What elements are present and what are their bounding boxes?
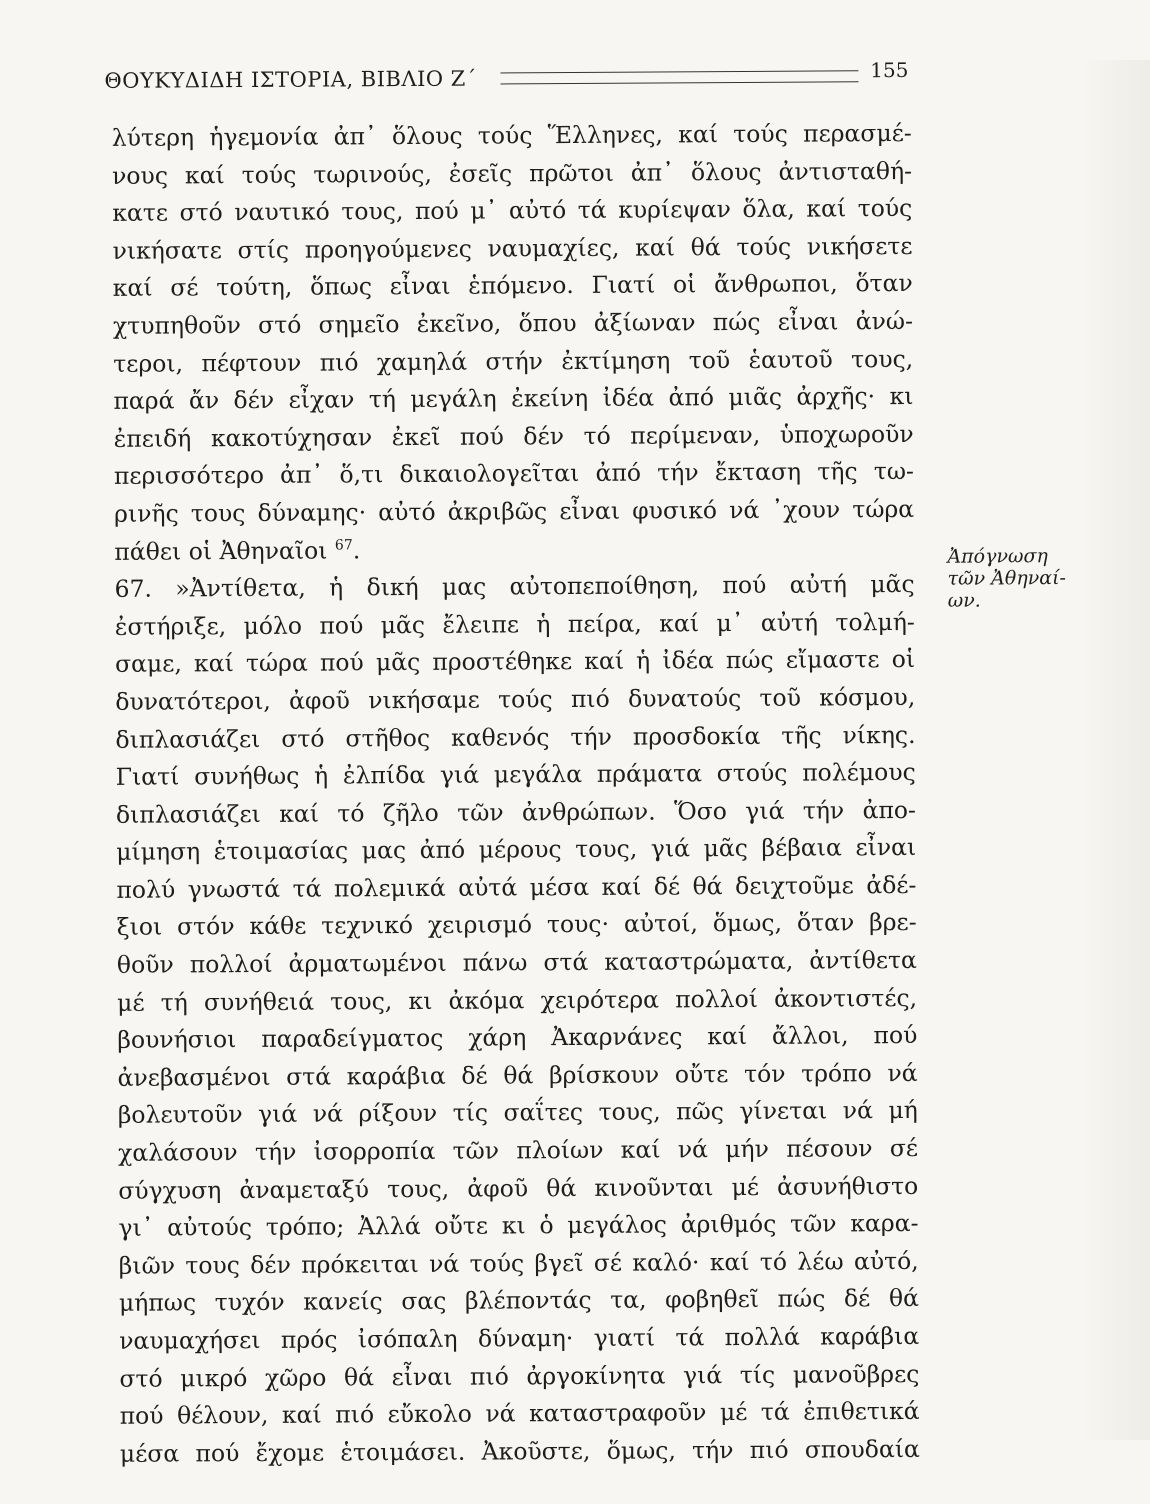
text-line: τεροι, πέφτουν πιό χαμηλά στήν ἐκτίμηση τοῦ ἑαυτοῦ τους, xyxy=(113,344,914,378)
body-text xyxy=(112,115,920,1473)
text-line: δυνατότεροι, ἀφοῦ νικήσαμε τούς πιό δυνατούς τοῦ κόσμου, xyxy=(115,682,916,716)
text-line: ναυμαχήσει πρός ἰσόπαλη δύναμη· γιατί τά πολλά καράβια xyxy=(119,1321,920,1355)
text-line: βουνήσιοι παραδείγματος χάρη Ἀκαρνάνες καί ἄλλοι, πού xyxy=(117,1021,918,1055)
text-line: ἐστήριξε, μόλο πού μᾶς ἔλειπε ἡ πείρα, καί μ᾽ αὐτή τολμή- xyxy=(114,607,915,641)
text-line: περισσότερο ἀπ᾽ ὅ,τι δικαιολογεῖται ἀπό τήν ἔκταση τῆς τω- xyxy=(113,457,914,491)
text-line: γι᾽ αὐτούς τρόπο; Ἀλλά οὔτε κι ὁ μεγάλος ἀριθμός τῶν καρα- xyxy=(118,1209,919,1243)
paragraph-end-line xyxy=(114,528,914,570)
chapter-start-line: 67. »Ἀντίθετα, ἡ δική μας αὐτοπεποίθηση, πού αὐτή μᾶς xyxy=(114,570,915,603)
text-line: καί σέ τούτη, ὅπως εἶναι ἑπόμενο. Γιατί οἱ ἄνθρωποι, ὅταν xyxy=(112,269,913,303)
text-line: μέ τή συνήθειά τους, κι ἀκόμα χειρότερα πολλοί ἀκοντιστές, xyxy=(117,983,918,1017)
margin-note xyxy=(947,545,1077,612)
text-line: Γιατί συνήθως ἡ ἐλπίδα γιά μεγάλα πράματα στούς πολέμους xyxy=(115,758,916,791)
text-line: θοῦν πολλοί ἀρματωμένοι πάνω στά καταστρώματα, ἀντίθετα xyxy=(116,945,917,979)
footnote-reference: 67 xyxy=(334,536,353,554)
text-line: μίμηση ἑτοιμασίας μας ἀπό μέρους τους, γιά μᾶς βέβαια εἶναι xyxy=(116,833,917,867)
text-line: σαμε, καί τώρα πού μᾶς προστέθηκε καί ἡ ἰδέα πώς εἴμαστε οἱ xyxy=(114,645,916,679)
footnote-suffix: . xyxy=(352,535,361,564)
text-line: διπλασιάζει καί τό ζῆλο τῶν ἀνθρώπων. Ὅσο γιά τήν ἀπο- xyxy=(115,795,917,829)
text-line: ξιοι στόν κάθε τεχνικό χειρισμό τους· αὐτοί, ὅμως, ὅταν βρε- xyxy=(116,908,917,942)
text-line: ρινῆς τους δύναμης· αὐτό ἀκριβῶς εἶναι φυσικό νά ᾽χουν τώρα xyxy=(114,494,915,528)
header-title: ΘΟΥΚΥΔΙΔΗ ΙΣΤΟΡΙΑ, ΒΙΒΛΙΟ Ζ΄ xyxy=(104,66,477,93)
page-edge-shadow xyxy=(1080,60,1150,1440)
text-line: μέσα πού ἔχομε ἑτοιμάσει. Ἀκοῦστε, ὅμως, τήν πιό σπουδαία xyxy=(119,1434,920,1468)
header-rule xyxy=(500,70,858,84)
page-number: 155 xyxy=(870,57,909,83)
text-line: χαλάσουν τήν ἰσορροπία τῶν πλοίων καί νά μήν πέσουν σέ xyxy=(117,1133,919,1167)
text-line: ἀνεβασμένοι στά καράβια δέ θά βρίσκουν οὔτε τόν τρόπο νά xyxy=(117,1058,918,1092)
text-line: νικήσατε στίς προηγούμενες ναυμαχίες, καί θά τούς νικήσετε xyxy=(112,231,913,265)
text-line: χτυπηθοῦν στό σημεῖο ἐκεῖνο, ὅπου ἀξίωναν πώς εἶναι ἀνώ- xyxy=(112,306,914,340)
text-line: σύγχυση ἀναμεταξύ τους, ἀφοῦ θά κινοῦνται μέ ἀσυνήθιστο xyxy=(118,1171,919,1205)
margin-note-line: ων. xyxy=(947,589,981,612)
text-line: παρά ἄν δέν εἶχαν τή μεγάλη ἐκείνη ἰδέα ἀπό μιᾶς ἀρχῆς· κι xyxy=(113,382,914,415)
text-line: διπλασιάζει στό στῆθος καθενός τήν προσδοκία τῆς νίκης. xyxy=(115,720,916,754)
text-line: κατε στό ναυτικό τους, πού μ᾽ αὐτό τά κυρίεψαν ὅλα, καί τούς xyxy=(112,194,913,228)
text-line: λύτερη ἡγεμονία ἀπ᾽ ὅλους τούς Ἕλληνες, καί τούς περασμέ- xyxy=(111,118,912,152)
text-line: ἐπειδή κακοτύχησαν ἐκεῖ πού δέν τό περίμεναν, ὑποχωροῦν xyxy=(113,419,914,453)
text-line: στό μικρό χῶρο θά εἶναι πιό ἀργοκίνητα γιά τίς μανοῦβρες xyxy=(119,1359,920,1393)
text-line: νους καί τούς τωρινούς, ἐσεῖς πρῶτοι ἀπ᾽ ὅλους ἀντισταθή- xyxy=(111,156,913,190)
margin-note-line: τῶν Ἀθηναί- xyxy=(947,567,1066,590)
running-header xyxy=(104,58,908,99)
text-line: πού θέλουν, καί πιό εὔκολο νά καταστραφοῦν μέ τά ἐπιθετικά xyxy=(119,1397,920,1430)
text-line: μήπως τυχόν κανείς σας βλέποντάς τα, φοβηθεῖ πώς δέ θά xyxy=(118,1284,920,1318)
text-line: πολύ γνωστά τά πολεμικά αὐτά μέσα καί δέ θά δειχτοῦμε ἀδέ- xyxy=(116,870,917,904)
text-line: βολευτοῦν γιά νά ρίξουν τίς σαΐτες τους, πῶς γίνεται νά μή xyxy=(117,1096,918,1130)
text-line: βιῶν τους δέν πρόκειται νά τούς βγεῖ σέ καλό· καί τό λέω αὐτό, xyxy=(118,1246,919,1280)
text-line-content: πάθει οἱ Ἀθηναῖοι xyxy=(114,536,328,566)
margin-note-line: Ἀπόγνωση xyxy=(947,545,1048,568)
